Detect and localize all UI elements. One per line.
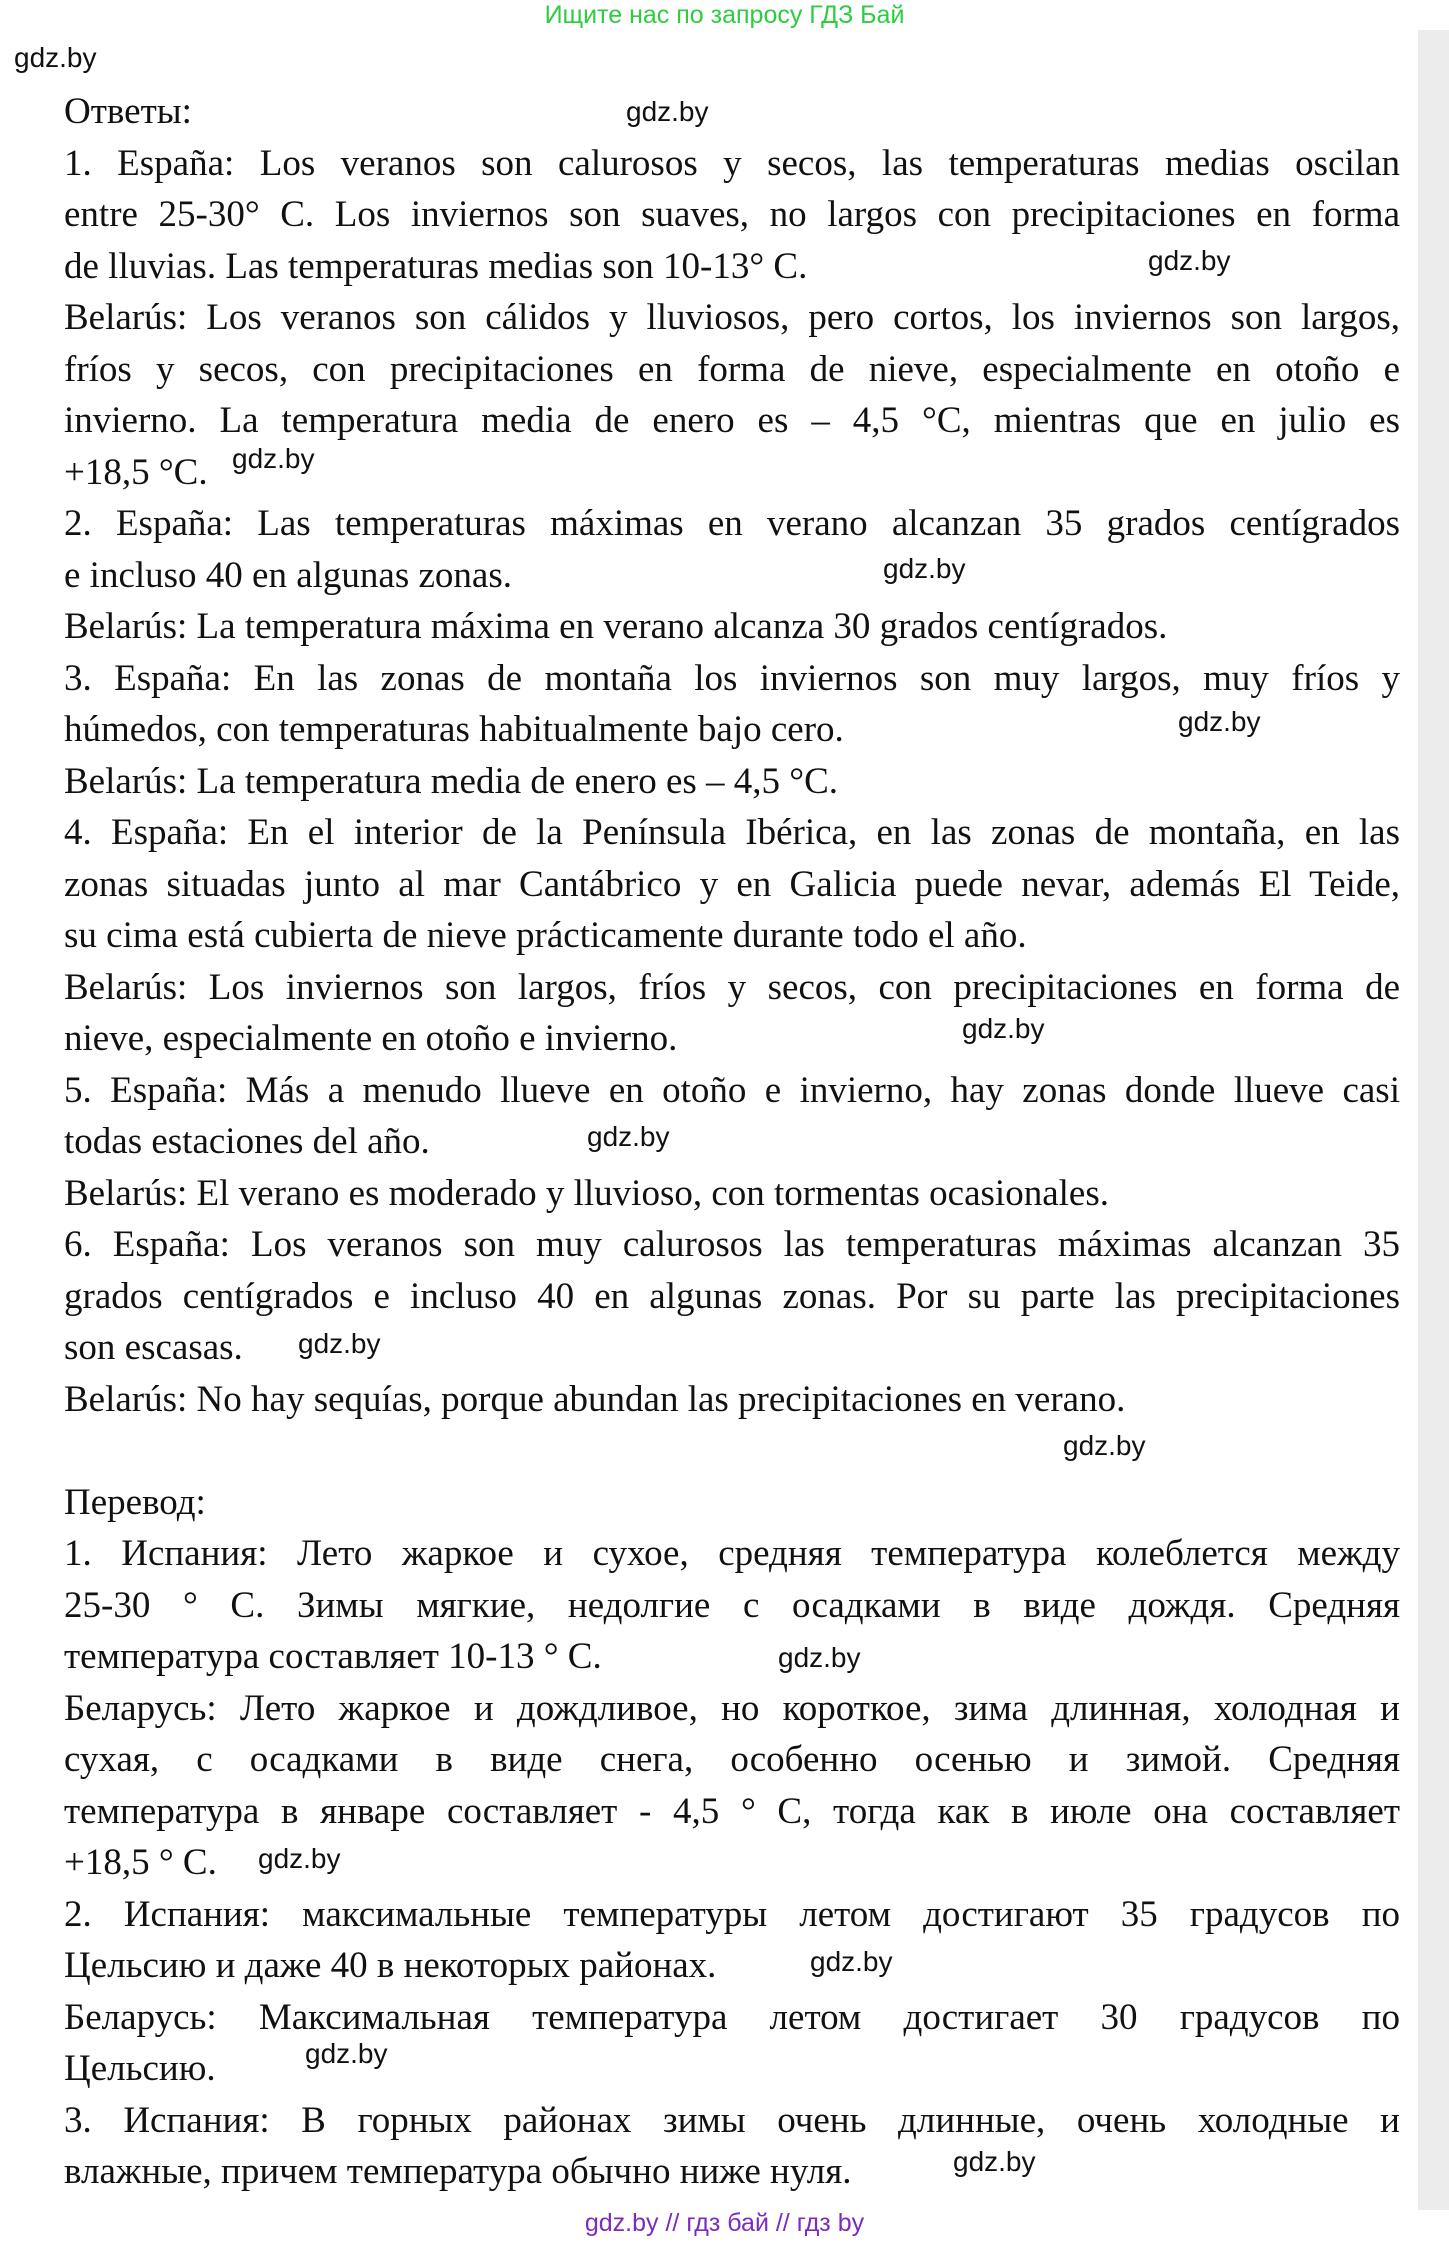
text-line: Belarús: El verano es moderado y lluvioso, con tormentas ocasionales. <box>64 1172 1109 1214</box>
text-line: 4. España: En el interior de la Península Ibérica, en las zonas de montaña, en las <box>64 812 1400 853</box>
text-line: Цельсию. <box>64 2048 216 2089</box>
watermark: gdz.by <box>258 1843 341 1874</box>
top-banner[interactable]: Ищите нас по запросу ГДЗ Бай <box>544 1 905 29</box>
text-line: Belarús: Los veranos son cálidos y lluviosos, pero cortos, los inviernos son largos, <box>64 297 1400 338</box>
text-line: влажные, причем температура обычно ниже нуля. <box>64 2151 852 2192</box>
footer-links[interactable]: gdz.by // гдз бай // гдз by <box>584 2209 865 2237</box>
text-line: температура в январе составляет - 4,5 ° C, тогда как в июле она составляет <box>64 1790 1400 1832</box>
text-line: de lluvias. Las temperaturas medias son 10-13° C. <box>64 245 808 287</box>
text-line: son escasas. <box>64 1327 243 1368</box>
translation-heading: Перевод: <box>64 1481 206 1523</box>
text-line: Цельсию и даже 40 в некоторых районах. <box>64 1945 717 1986</box>
watermark: gdz.by <box>305 2038 388 2069</box>
text-line: температура составляет 10-13 ° C. <box>64 1636 602 1677</box>
text-line: 6. España: Los veranos son muy calurosos las temperaturas máximas alcanzan 35 <box>64 1224 1400 1265</box>
watermark: gdz.by <box>1063 1430 1146 1461</box>
text-line: 1. España: Los veranos son calurosos y secos, las temperaturas medias oscilan <box>64 142 1400 184</box>
scrollbar-track[interactable] <box>1418 30 1449 2210</box>
text-line: 3. España: En las zonas de montaña los inviernos son muy largos, muy fríos y <box>64 657 1400 699</box>
text-line: e incluso 40 en algunas zonas. <box>64 554 512 596</box>
text-line: 2. Испания: максимальные температуры летом достигают 35 градусов по <box>64 1893 1400 1935</box>
watermark: gdz.by <box>232 443 315 474</box>
answers-heading: Ответы: <box>64 91 192 132</box>
text-line: Беларусь: Максимальная температура летом достигает 30 градусов по <box>64 1996 1400 2038</box>
text-line: grados centígrados e incluso 40 en algunas zonas. Por su parte las precipitaciones <box>64 1275 1400 1317</box>
text-line: Belarús: Los inviernos son largos, fríos y secos, con precipitaciones en forma de <box>64 966 1400 1008</box>
answers-text <box>64 86 1400 2198</box>
text-line: 1. Испания: Лето жаркое и сухое, средняя температура колеблется между <box>64 1533 1400 1574</box>
text-line: fríos y secos, con precipitaciones en forma de nieve, especialmente en otoño e <box>64 348 1400 390</box>
text-line: zonas situadas junto al mar Cantábrico y en Galicia puede nevar, además El Teide, <box>64 863 1400 905</box>
watermark: gdz.by <box>778 1642 861 1673</box>
watermark: gdz.by <box>1178 706 1261 737</box>
text-line: Belarús: La temperatura media de enero es – 4,5 °C. <box>64 760 839 802</box>
text-line: todas estaciones del año. <box>64 1121 430 1162</box>
watermark: gdz.by <box>1148 245 1231 276</box>
blank-line <box>64 1425 1400 1477</box>
text-line: húmedos, con temperaturas habitualmente bajo cero. <box>64 709 844 750</box>
text-line: invierno. La temperatura media de enero es – 4,5 °C, mientras que en julio es <box>64 400 1400 441</box>
text-line: entre 25-30° C. Los inviernos son suaves, no largos con precipitaciones en forma <box>64 194 1400 235</box>
text-line: Belarús: No hay sequías, porque abundan las precipitaciones en verano. <box>64 1378 1126 1420</box>
watermark: gdz.by <box>298 1328 381 1359</box>
text-line: +18,5 ° C. <box>64 1842 217 1883</box>
text-line: nieve, especialmente en otoño e invierno. <box>64 1018 678 1059</box>
watermark: gdz.by <box>587 1121 670 1152</box>
text-line: 2. España: Las temperaturas máximas en verano alcanzan 35 grados centígrados <box>64 503 1400 544</box>
watermark: gdz.by <box>883 553 966 584</box>
text-line: su cima está cubierta de nieve prácticamente durante todo el año. <box>64 915 1027 956</box>
text-line: +18,5 °C. <box>64 451 208 493</box>
text-line: 3. Испания: В горных районах зимы очень длинные, очень холодные и <box>64 2099 1400 2141</box>
watermark: gdz.by <box>14 42 97 73</box>
watermark: gdz.by <box>962 1013 1045 1044</box>
text-line: 5. España: Más a menudo llueve en otoño e invierno, hay zonas donde llueve casi <box>64 1069 1400 1111</box>
watermark: gdz.by <box>626 96 709 127</box>
text-line: Беларусь: Лето жаркое и дождливое, но короткое, зима длинная, холодная и <box>64 1687 1400 1729</box>
text-line: Belarús: La temperatura máxima en verano alcanza 30 grados centígrados. <box>64 606 1168 647</box>
text-line: 25-30 ° C. Зимы мягкие, недолгие с осадками в виде дождя. Средняя <box>64 1584 1400 1626</box>
watermark: gdz.by <box>810 1946 893 1977</box>
text-line: сухая, с осадками в виде снега, особенно осенью и зимой. Средняя <box>64 1739 1400 1780</box>
watermark: gdz.by <box>953 2146 1036 2177</box>
